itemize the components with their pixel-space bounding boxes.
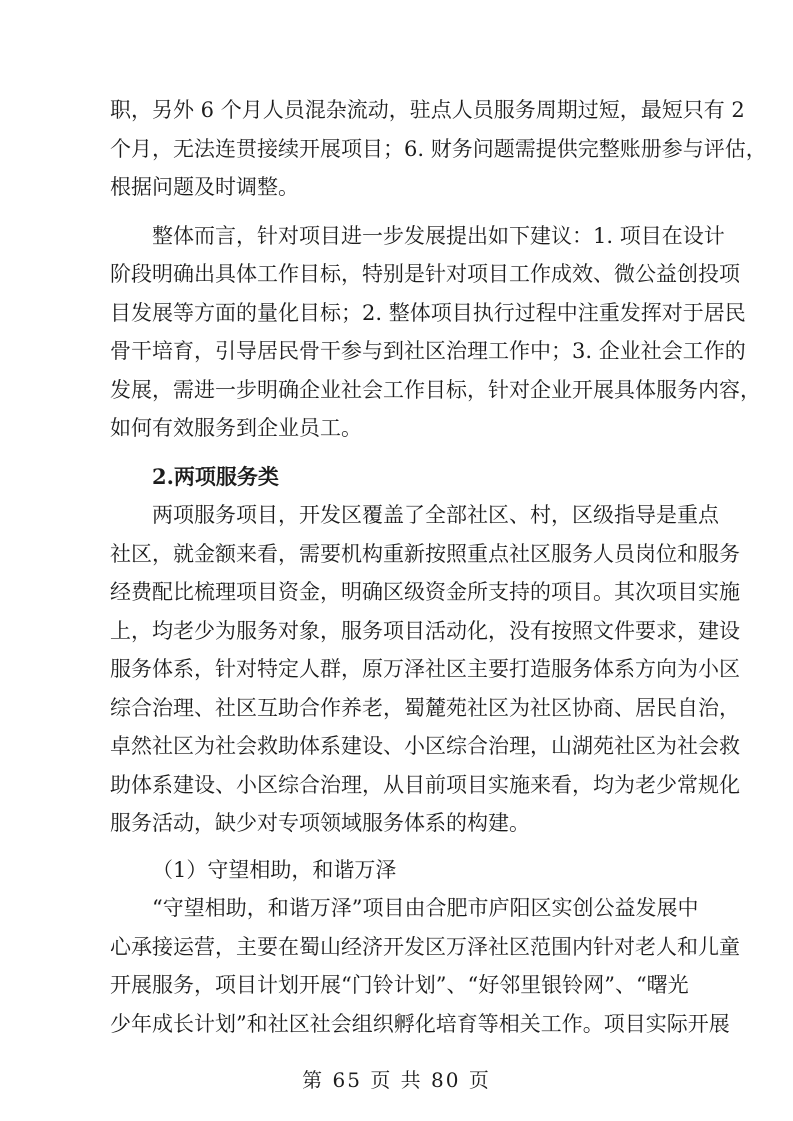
body-text-line: 少年成长计划”和社区社会组织孵化培育等相关工作。项目实际开展	[110, 1012, 730, 1036]
body-text-line: 根据问题及时调整。	[110, 175, 299, 199]
body-text-line: 骨干培育，引导居民骨干参与到社区治理工作中；3. 企业社会工作的	[110, 339, 746, 363]
body-text-line: 心承接运营，主要在蜀山经济开发区万泽社区范围内针对老人和儿童	[110, 935, 740, 959]
body-text-line: 职，另外 6 个月人员混杂流动，驻点人员服务周期过短，最短只有 2	[110, 98, 745, 122]
body-text-line: 两项服务项目，开发区覆盖了全部社区、村，区级指导是重点	[152, 503, 719, 527]
body-text-line: 社区，就金额来看，需要机构重新按照重点社区服务人员岗位和服务	[110, 542, 740, 566]
body-text-line: 卓然社区为社会救助体系建设、小区综合治理，山湖苑社区为社会救	[110, 734, 740, 758]
body-text-line: 个月，无法连贯接续开展项目；6. 财务问题需提供完整账册参与评估，	[110, 137, 767, 161]
body-text-line: 服务活动，缺少对专项领域服务体系的构建。	[110, 811, 530, 835]
body-text-line: 综合治理、社区互助合作养老，蜀麓苑社区为社区协商、居民自治，	[110, 696, 740, 720]
body-text-line: 经费配比梳理项目资金，明确区级资金所支持的项目。其次项目实施	[110, 580, 740, 604]
body-text-line: 上，均老少为服务对象，服务项目活动化，没有按照文件要求，建设	[110, 619, 740, 643]
body-text-line: 开展服务，项目计划开展“门铃计划”、“好邻里银铃网”、“曙光	[110, 973, 689, 997]
body-text-line: 助体系建设、小区综合治理，从目前项目实施来看，均为老少常规化	[110, 773, 740, 797]
page-number-footer: 第 65 页 共 80 页	[302, 1068, 491, 1092]
body-text-line: 发展，需进一步明确企业社会工作目标，针对企业开展具体服务内容，	[110, 378, 761, 402]
body-text-line: 目发展等方面的量化目标；2. 整体项目执行过程中注重发挥对于居民	[110, 301, 746, 325]
section-heading: 2.两项服务类	[152, 464, 279, 489]
body-text-line: “守望相助，和谐万泽”项目由合肥市庐阳区实创公益发展中	[152, 896, 699, 920]
subsection-heading: （1）守望相助，和谐万泽	[152, 858, 397, 882]
body-text-line: 阶段明确出具体工作目标，特别是针对项目工作成效、微公益创投项	[110, 262, 740, 286]
body-text-line: 如何有效服务到企业员工。	[110, 416, 362, 440]
body-text-line: 服务体系，针对特定人群，原万泽社区主要打造服务体系方向为小区	[110, 657, 740, 681]
body-text-line: 整体而言，针对项目进一步发展提出如下建议：1. 项目在设计	[152, 224, 725, 248]
